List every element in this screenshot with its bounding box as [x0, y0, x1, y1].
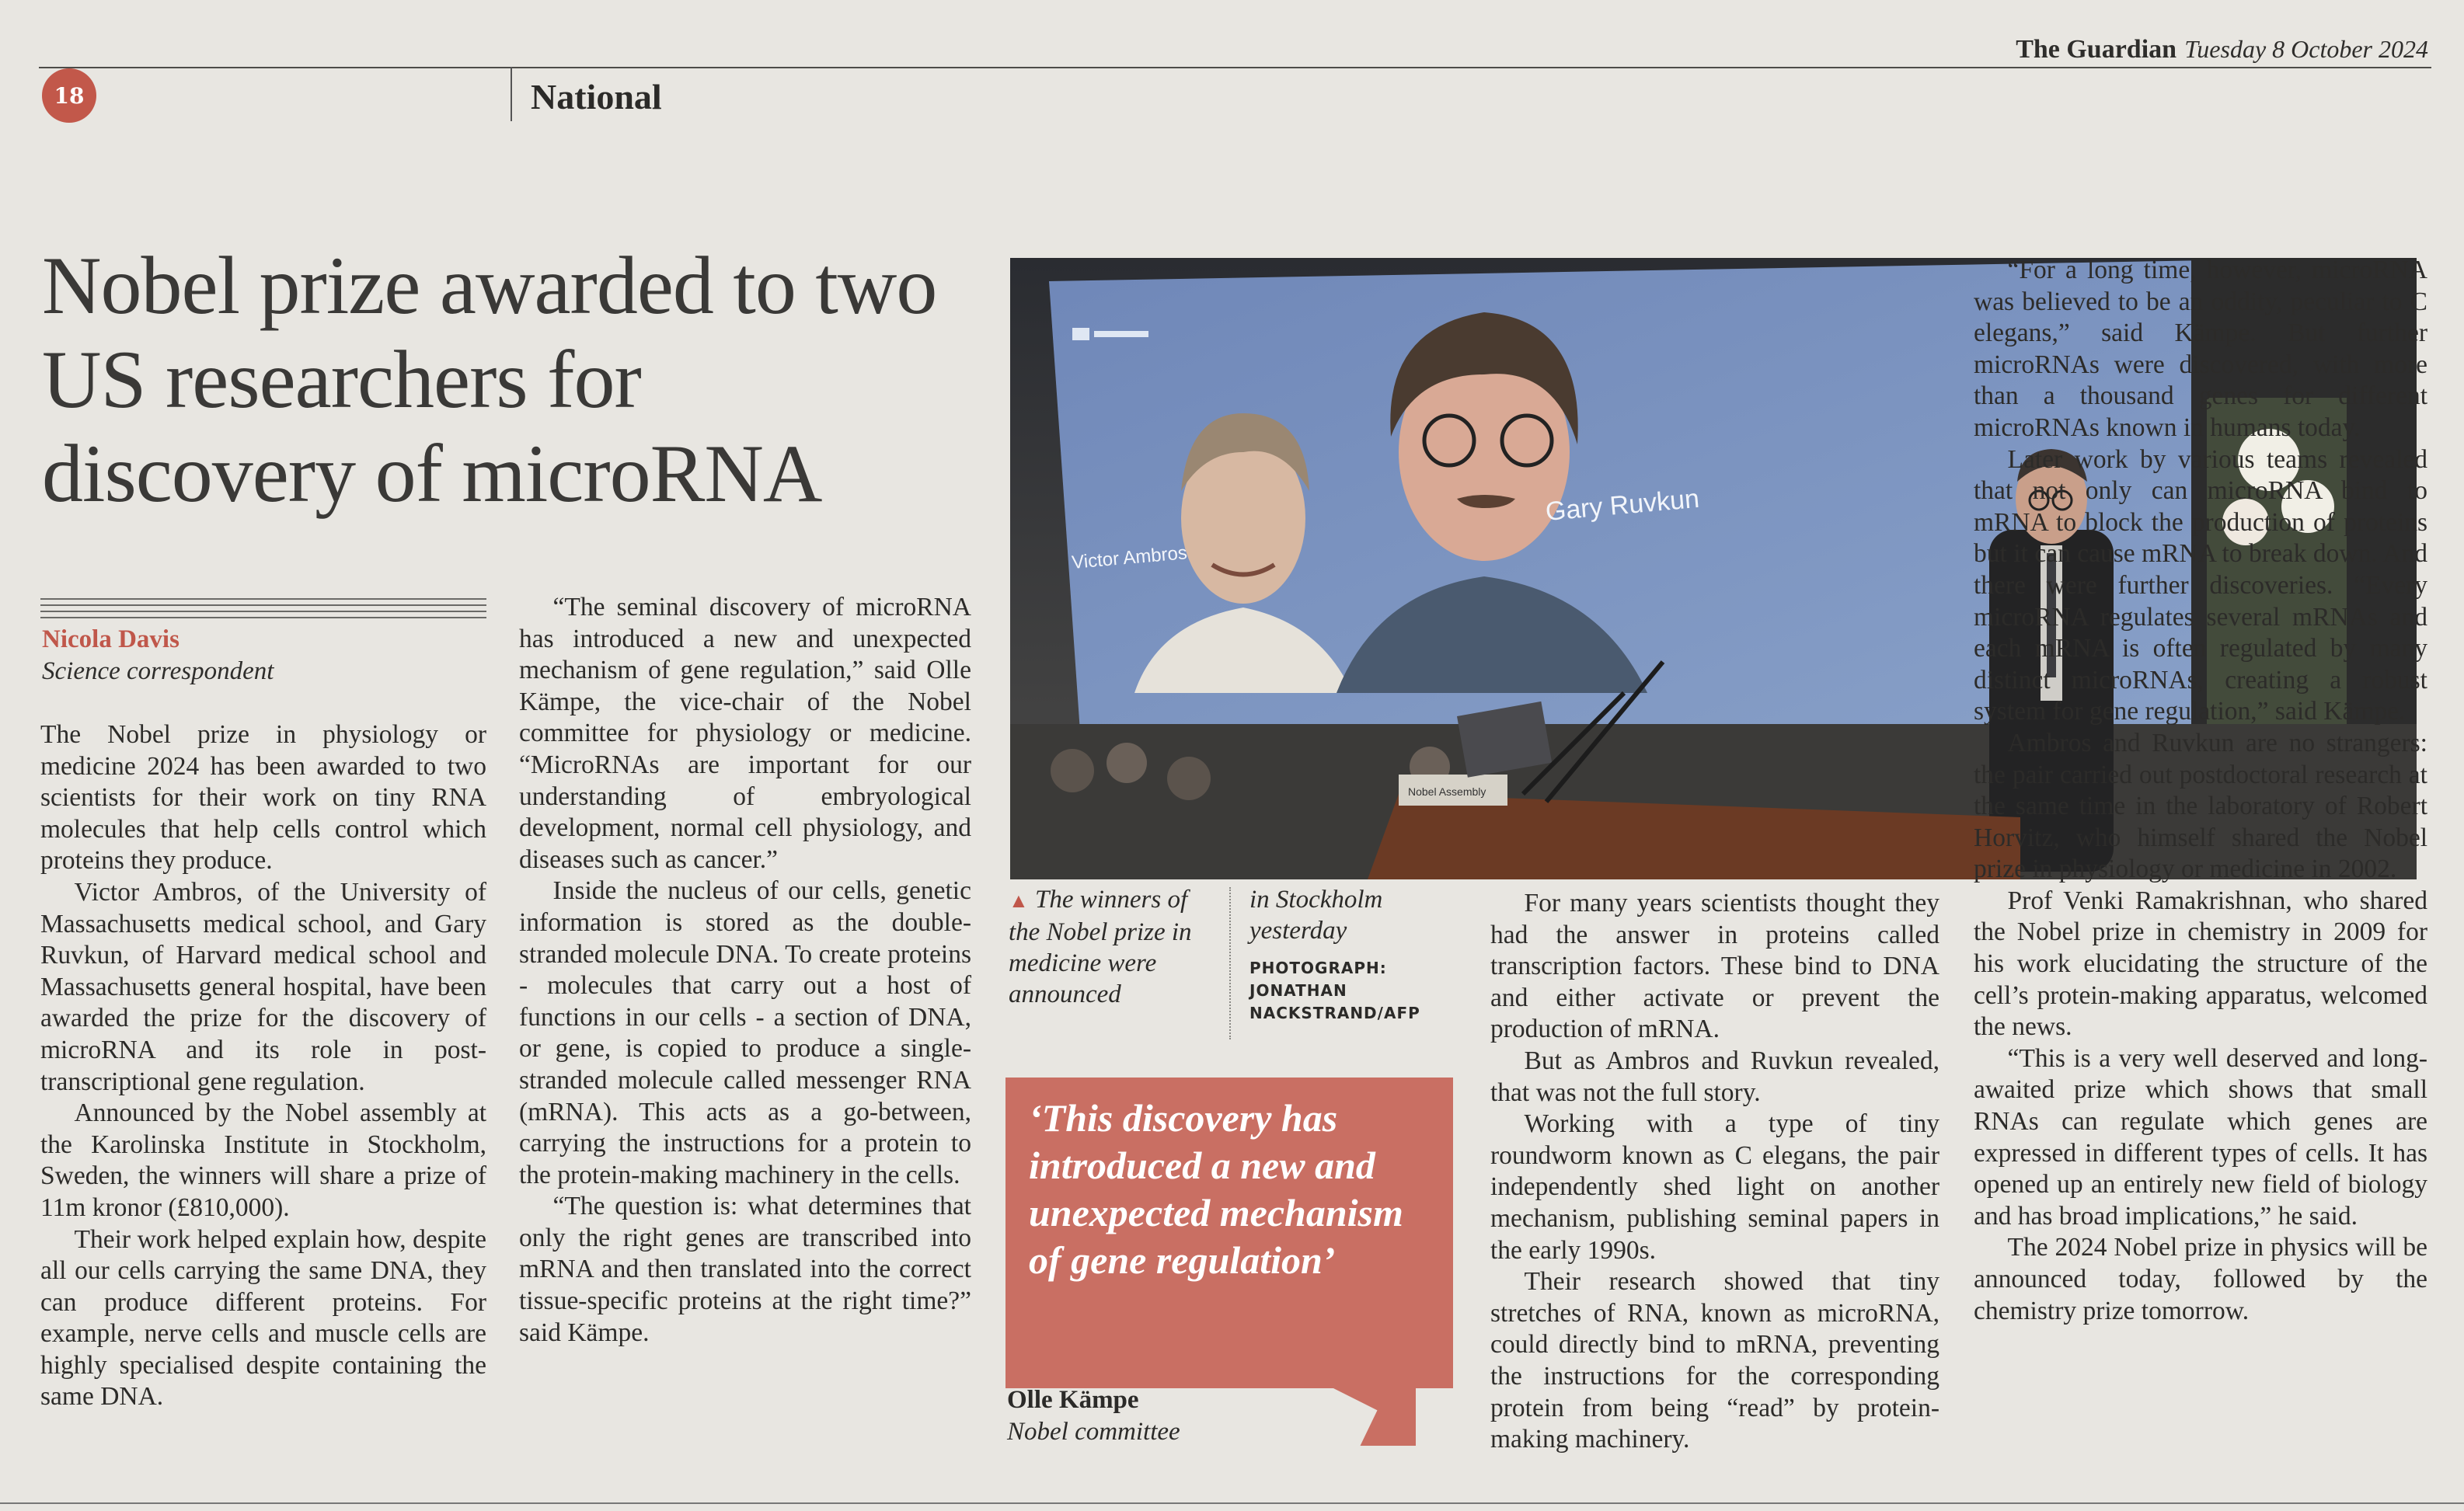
- screen-label-ruvkun: Gary Ruvkun: [1544, 483, 1701, 527]
- caption-text: The winners of the Nobel prize in medicine were announced: [1009, 886, 1192, 1008]
- triangle-up-icon: ▲: [1009, 890, 1029, 912]
- masthead: [2016, 34, 2428, 64]
- podium-sign: Nobel Assembly: [1408, 785, 1486, 798]
- paragraph: But as Ambros and Ruvkun revealed, that was not the full story.: [1490, 1046, 1939, 1107]
- caption-separator: [1229, 887, 1231, 1039]
- paragraph: Victor Ambros, of the University of Massachusetts medical school, and Gary Ruvkun, of Harvard medical school and Massachusetts general hospital, have been awarded the prize for the discovery of microRNA and its role in post-transcriptional gene regulation.: [40, 877, 486, 1096]
- paragraph: “For a long time, however, microRNA was believed to be an oddity, peculiar to C elegans,” said Kämpe. But further microRNAs were discovered, with more than a thousand genes for different microRNAs known in humans today.: [1974, 256, 2427, 442]
- bottom-rule: [0, 1502, 2464, 1504]
- paragraph: Inside the nucleus of our cells, genetic information is stored as the double-stranded molecule DNA. To create proteins - molecules that carry out a host of functions in our cells - a section of DNA, or gene, is copied to produce a single-stranded molecule called messenger RNA (mRNA). This acts as a go-between, carrying the instructions for a protein to the protein-making machinery in the cells.: [519, 876, 971, 1189]
- paragraph: Ambros and Ruvkun are no strangers: the pair carried out postdoctoral research at the same time in the laboratory of Robert Horvitz, who himself shared the Nobel prize in physiology or medicine in 2002.: [1974, 728, 2427, 884]
- screen-label-ambros: Victor Ambros: [1071, 542, 1188, 573]
- paragraph: “The question is: what determines that only the right genes are transcribed into mRNA and then translated into the correct tissue-specific proteins at the right time?” said Kämpe.: [519, 1192, 971, 1347]
- photo-caption-continued: in Stockholm yesterday: [1249, 886, 1383, 945]
- paragraph: Announced by the Nobel assembly at the Karolinska Institute in Stockholm, Sweden, the winners will share a prize of 11m kronor (£810,000).: [40, 1098, 486, 1222]
- author-role: Science correspondent: [42, 657, 274, 685]
- paragraph: Later work by various teams revealed that not only can microRNA bind to mRNA to block the production of proteins but it can cause mRNA to break down. And there were further discoveries. “Every microRNA regulates several mRNAs and each mRNA is often regulated by many distinct microRNAs, creating a robust system for gene regulation,” said Kämpe.: [1974, 444, 2427, 726]
- publication-name: The Guardian: [2016, 35, 2177, 64]
- pullquote-name: Olle Kämpe: [1007, 1386, 1139, 1414]
- paragraph: Their work helped explain how, despite all our cells carrying the same DNA, they can produce different proteins. For example, nerve cells and muscle cells are highly specialised despite containing the same DNA.: [40, 1224, 486, 1412]
- section-divider: [511, 67, 512, 121]
- photo-credit: PHOTOGRAPH: JONATHAN NACKSTRAND/AFP: [1249, 959, 1420, 1022]
- author-name: Nicola Davis: [42, 625, 179, 653]
- byline-rules: [40, 598, 486, 623]
- paragraph: The Nobel prize in physiology or medicine 2024 has been awarded to two scientists for their work on tiny RNA molecules that help cells control which proteins they produce.: [40, 720, 486, 876]
- article-headline: Nobel prize awarded to two US researchers for discovery of microRNA: [42, 240, 937, 519]
- pullquote-org: Nobel committee: [1007, 1418, 1180, 1446]
- article-column-1: [40, 719, 486, 1413]
- paragraph: The 2024 Nobel prize in physics will be announced today, followed by the chemistry prize tomorrow.: [1974, 1233, 2427, 1325]
- article-column-4: [1974, 255, 2427, 1327]
- article-column-2: [519, 592, 971, 1349]
- paragraph: Their research showed that tiny stretches of RNA, known as microRNA, could directly bind to mRNA, preventing the instructions for the corresponding protein from being “read” by protein-making machinery.: [1490, 1267, 1939, 1454]
- paragraph: “This is a very well deserved and long-awaited prize which shows that small RNAs can regulate which genes are expressed in different types of cells. It has opened up an entirely new field of biology and has broad implications,” he said.: [1974, 1043, 2427, 1231]
- paragraph: For many years scientists thought they had the answer in proteins called transcription factors. These bind to DNA and either activate or prevent the production of mRNA.: [1490, 889, 1939, 1044]
- page-number-badge: 18: [42, 68, 96, 123]
- pullquote-text: ‘This discovery has introduced a new and unexpected mechanism of gene regulation’: [1029, 1096, 1403, 1282]
- paragraph: Working with a type of tiny roundworm known as C elegans, the pair independently shed light on another mechanism, publishing seminal papers in the early 1990s.: [1490, 1109, 1939, 1265]
- pullquote-box: [1005, 1078, 1453, 1388]
- photo-caption: [1009, 884, 1192, 1010]
- pullquote-tail: [1330, 1387, 1416, 1446]
- paragraph: Prof Venki Ramakrishnan, who shared the Nobel prize in chemistry in 2009 for his work elucidating the structure of the cell’s protein-making apparatus, welcomed the news.: [1974, 886, 2427, 1042]
- paragraph: “The seminal discovery of microRNA has introduced a new and unexpected mechanism of gene regulation,” said Olle Kämpe, the vice-chair of the Nobel committee for physiology or medicine. “MicroRNAs are important for our understanding of embryological development, normal cell physiology, and diseases such as cancer.”: [519, 593, 971, 874]
- publication-date: Tuesday 8 October 2024: [2184, 35, 2428, 63]
- article-column-3: [1490, 888, 1939, 1456]
- top-rule: [39, 67, 2431, 68]
- section-label: National: [531, 77, 662, 117]
